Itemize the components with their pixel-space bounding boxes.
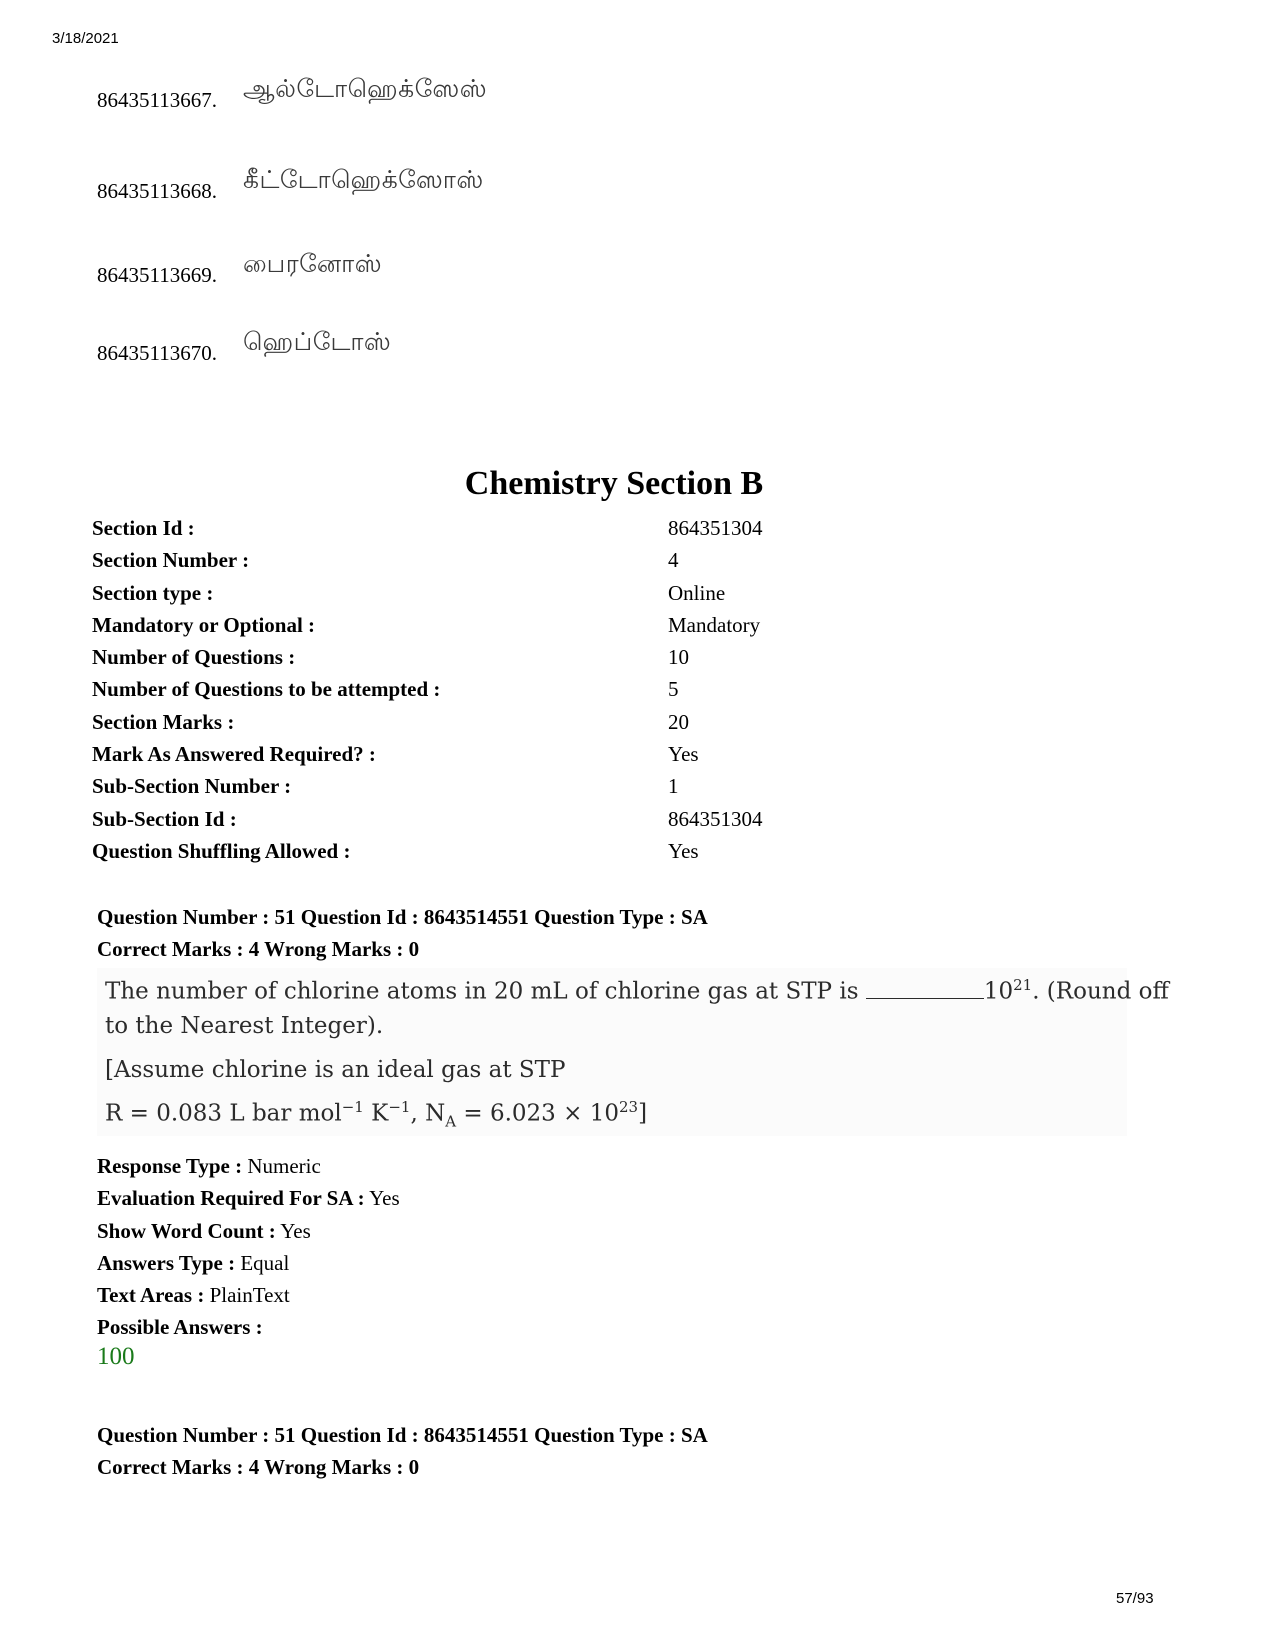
option-text: ஹெப்டோஸ்: [243, 327, 392, 356]
meta-label: Sub-Section Number :: [92, 774, 292, 799]
meta-label: Section type :: [92, 580, 214, 605]
option-text: கீட்டோஹெக்ஸோஸ்: [243, 165, 484, 194]
attribute-label: Evaluation Required For SA :: [97, 1186, 365, 1211]
option-id: 86435113669.: [97, 263, 217, 287]
meta-label: Section Number :: [92, 548, 250, 573]
meta-label: Sub-Section Id :: [92, 806, 237, 831]
question-id-line: Question Number : 51 Question Id : 8643514551 Question Type : SA: [97, 905, 708, 929]
meta-value: 4: [668, 548, 679, 573]
power-base: 10: [983, 978, 1014, 1005]
formula-exponent: −1: [341, 1098, 364, 1116]
question-attributes: [97, 1150, 400, 1344]
section-meta-table: [92, 512, 1092, 867]
formula-exponent: −1: [388, 1098, 411, 1116]
meta-label: Number of Questions :: [92, 645, 296, 670]
page-date: 3/18/2021: [52, 30, 119, 47]
question-text: . (Round off: [1032, 978, 1169, 1005]
formula-exponent: 23: [618, 1098, 639, 1116]
formula-subscript: A: [445, 1112, 457, 1131]
meta-row: [92, 770, 1092, 802]
answer-blank: [866, 978, 984, 999]
option-3: [97, 249, 383, 288]
meta-value: 1: [668, 774, 679, 799]
attribute-value: Yes: [280, 1218, 311, 1243]
meta-value: 5: [668, 677, 679, 702]
formula-text: , N: [410, 1100, 446, 1127]
attribute-row: [97, 1182, 400, 1214]
option-text: பைரனோஸ்: [243, 249, 383, 278]
meta-row: [92, 512, 1092, 544]
question-text-image: [97, 968, 1169, 1136]
option-id: 86435113670.: [97, 341, 217, 365]
meta-label: Section Id :: [92, 516, 195, 540]
formula-text: K: [363, 1100, 389, 1127]
attribute-label: Answers Type :: [97, 1250, 236, 1275]
formula-text: ]: [638, 1100, 648, 1127]
option-1: [97, 74, 488, 113]
attribute-value: PlainText: [209, 1283, 290, 1308]
formula-text: = 6.023 × 10: [456, 1100, 619, 1127]
question-line-4: [105, 1098, 647, 1130]
question-marks-line: Correct Marks : 4 Wrong Marks : 0: [97, 937, 420, 961]
attribute-row: [97, 1215, 400, 1247]
meta-row: [92, 609, 1092, 641]
meta-row: [92, 673, 1092, 705]
meta-value: Online: [668, 580, 726, 605]
meta-row: [92, 641, 1092, 673]
meta-label: Section Marks :: [92, 709, 235, 734]
meta-row: [92, 577, 1092, 609]
option-4: [97, 327, 392, 366]
meta-label: Number of Questions to be attempted :: [92, 677, 441, 702]
attribute-label: Response Type :: [97, 1154, 243, 1178]
possible-answer: 100: [97, 1343, 135, 1370]
meta-row: [92, 706, 1092, 738]
attribute-value: Yes: [369, 1186, 400, 1211]
page-number: 57/93: [1116, 1590, 1154, 1607]
attribute-label: Text Areas :: [97, 1283, 205, 1308]
attribute-row: [97, 1247, 400, 1279]
attribute-value: Equal: [240, 1250, 290, 1275]
option-text: ஆல்டோஹெக்ஸேஸ்: [243, 74, 488, 103]
meta-row: [92, 544, 1092, 576]
option-id: 86435113667.: [97, 88, 217, 112]
meta-row: [92, 835, 1092, 867]
attribute-row: [97, 1279, 400, 1311]
meta-value: 20: [668, 709, 689, 734]
attribute-label: Show Word Count :: [97, 1218, 276, 1243]
question-id-line: Question Number : 51 Question Id : 8643514551 Question Type : SA: [97, 1423, 708, 1447]
question-line-3: [Assume chlorine is an ideal gas at STP: [105, 1057, 566, 1083]
meta-label: Mandatory or Optional :: [92, 612, 316, 637]
section-title: Chemistry Section B: [464, 465, 764, 502]
question-line-1: [105, 976, 1169, 1005]
meta-row: [92, 738, 1092, 770]
question-marks-line: Correct Marks : 4 Wrong Marks : 0: [97, 1455, 420, 1479]
meta-value: Yes: [668, 742, 699, 767]
attribute-row: [97, 1150, 400, 1182]
meta-value: Mandatory: [668, 612, 761, 637]
option-id: 86435113668.: [97, 179, 217, 203]
formula-text: R = 0.083 L bar mol: [105, 1100, 342, 1127]
option-2: [97, 165, 484, 204]
question-line-2: to the Nearest Integer).: [105, 1013, 384, 1039]
meta-value: 10: [668, 645, 689, 670]
question-header-2: [97, 1419, 708, 1483]
meta-value: 864351304: [668, 516, 763, 540]
meta-label: Question Shuffling Allowed :: [92, 838, 351, 863]
question-text: The number of chlorine atoms in 20 mL of chlorine gas at STP is: [105, 978, 859, 1005]
question-header: [97, 901, 708, 965]
attribute-value: Numeric: [247, 1154, 321, 1178]
meta-label: Mark As Answered Required? :: [92, 742, 376, 767]
attribute-row: [97, 1311, 400, 1343]
meta-value: 864351304: [668, 806, 763, 831]
attribute-label: Possible Answers :: [97, 1315, 263, 1340]
meta-value: Yes: [668, 838, 699, 863]
power-exponent: 21: [1013, 976, 1033, 994]
meta-row: [92, 803, 1092, 835]
